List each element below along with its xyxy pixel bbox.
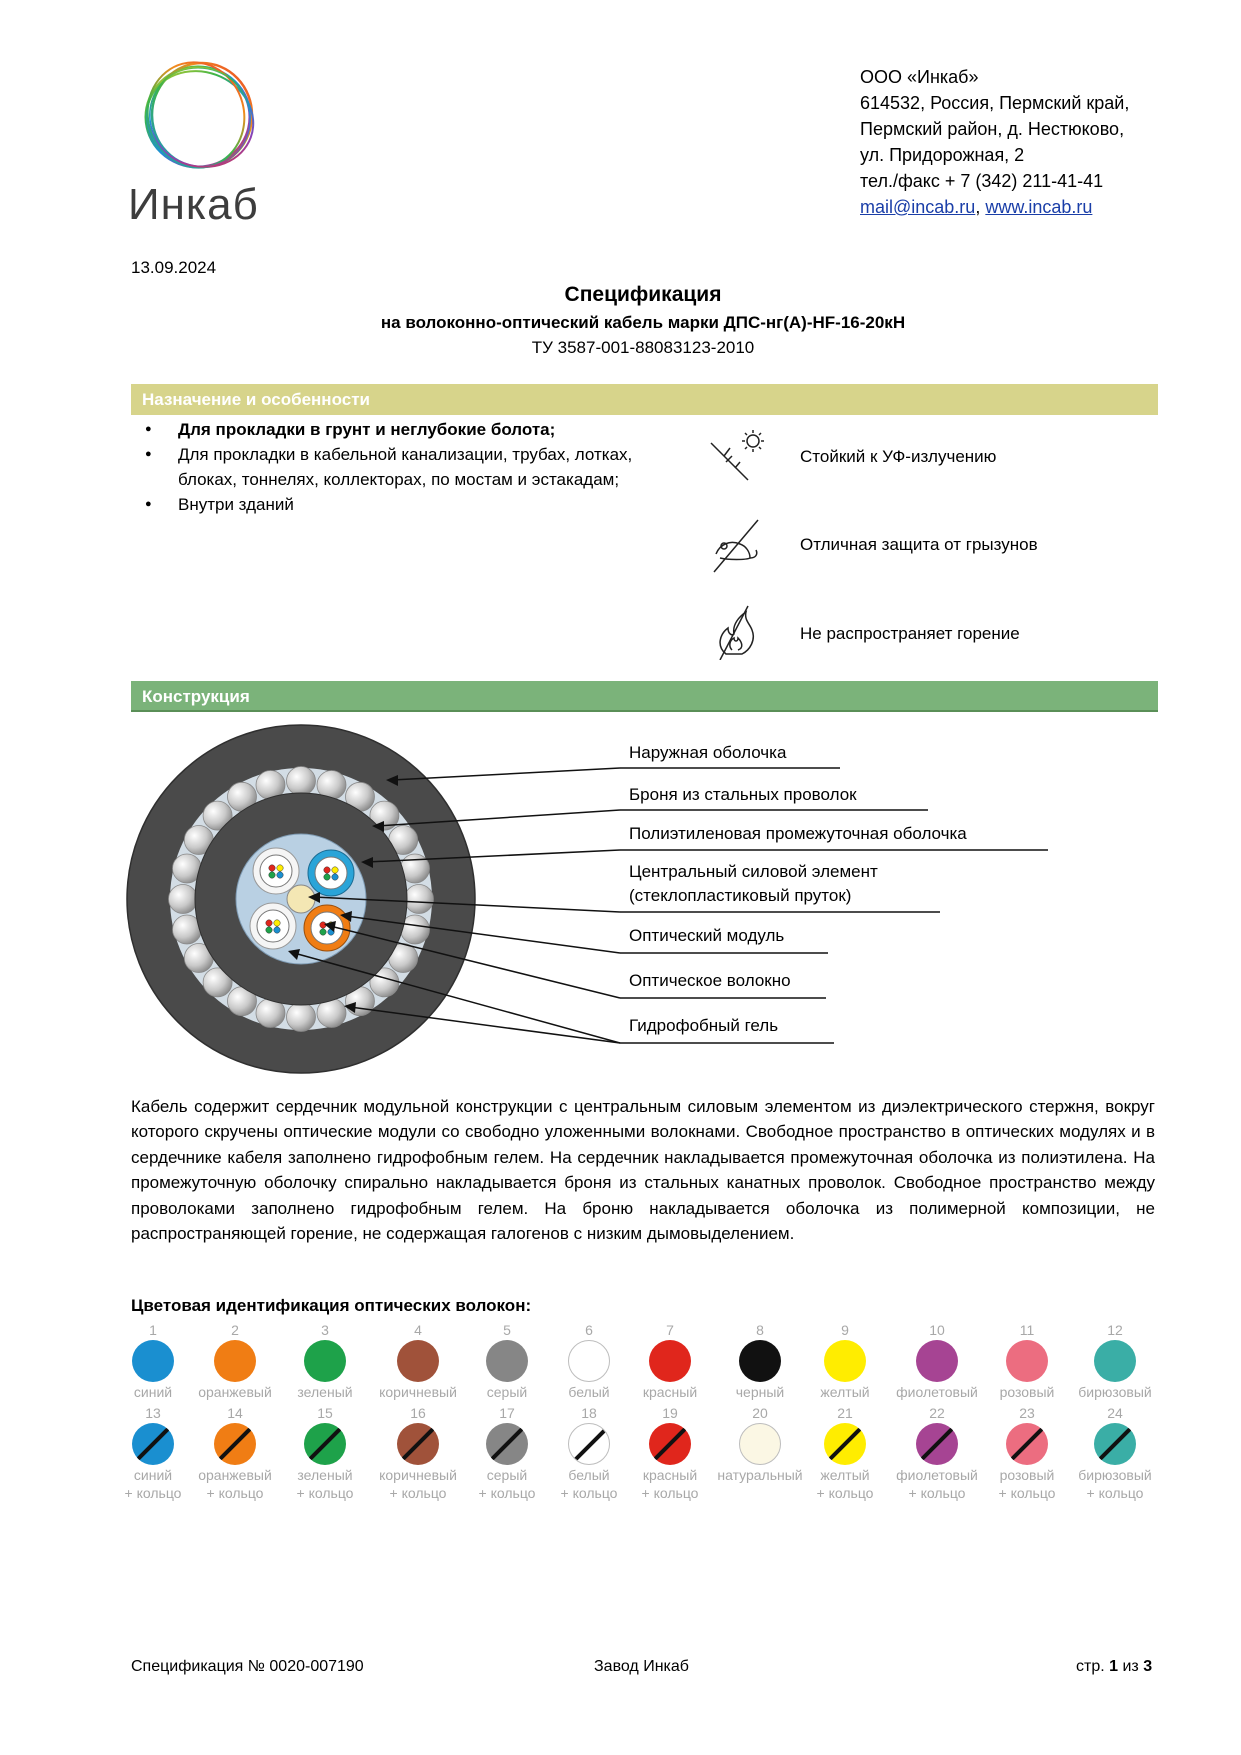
swatch-color (132, 1340, 174, 1382)
swatch-number: 21 (837, 1405, 853, 1421)
fiber-dot (269, 865, 275, 871)
color-swatch (373, 1322, 463, 1401)
fiber-dot (324, 874, 330, 880)
swatch-number: 11 (1019, 1322, 1035, 1338)
swatch-name: синий (133, 1467, 173, 1483)
swatch-name: серый (486, 1467, 528, 1483)
color-swatch (625, 1405, 715, 1502)
swatch-color (739, 1340, 781, 1382)
swatch-name: синий (133, 1384, 173, 1400)
swatch-name: желтый (820, 1384, 870, 1400)
page-separator: из (1122, 1658, 1139, 1675)
swatch-color (916, 1340, 958, 1382)
swatch-color (214, 1340, 256, 1382)
swatch-number: 12 (1107, 1322, 1123, 1338)
swatch-number: 23 (1019, 1405, 1035, 1421)
swatch-number: 7 (666, 1322, 674, 1338)
swatch-color (739, 1423, 781, 1465)
armor-wire (169, 885, 198, 914)
contact-separator: , (975, 197, 981, 217)
label-central-element-note: (стеклопластиковый пруток) (629, 886, 852, 905)
label-outer-sheath: Наружная оболочка (629, 743, 787, 762)
swatch-ring-note: + кольцо (389, 1485, 447, 1501)
swatch-number: 15 (317, 1405, 333, 1421)
label-central-element: Центральный силовой элемент (629, 862, 878, 881)
swatch-ring-note: + кольцо (641, 1485, 699, 1501)
swatch-name: бирюзовый (1078, 1384, 1152, 1400)
swatch-name: серый (486, 1384, 528, 1400)
document-date: 13.09.2024 (131, 258, 217, 277)
list-item: ● Для прокладки в кабельной канализации, трубах, лотках, блоках, тоннелях, коллекторах, по мостам и эстакадам; (145, 442, 665, 492)
swatch-color (132, 1423, 174, 1465)
label-hydrophobic-gel: Гидрофобный гель (629, 1016, 779, 1035)
swatch-color (1094, 1423, 1136, 1465)
company-address-line: 614532, Россия, Пермский край, (860, 93, 1130, 113)
swatch-ring-note: + кольцо (206, 1485, 264, 1501)
swatch-number: 19 (662, 1405, 678, 1421)
armor-wire (405, 885, 434, 914)
color-swatch (982, 1322, 1072, 1401)
footer-factory: Завод Инкаб (594, 1658, 689, 1675)
swatch-number: 1 (149, 1322, 157, 1338)
company-address-line: ул. Придорожная, 2 (860, 145, 1025, 165)
swatch-ring-note: + кольцо (124, 1485, 182, 1501)
fiber-dot (277, 865, 283, 871)
email-link[interactable]: mail@incab.ru (860, 197, 976, 217)
color-swatch (800, 1405, 890, 1502)
swatch-number: 16 (410, 1405, 426, 1421)
swatch-name: фиолетовый (896, 1384, 978, 1400)
swatch-number: 8 (756, 1322, 764, 1338)
swatch-number: 4 (414, 1322, 422, 1338)
swatch-color (568, 1423, 610, 1465)
swatch-color (304, 1340, 346, 1382)
section-header-purpose: Назначение и особенности (131, 384, 1158, 415)
swatch-color (214, 1423, 256, 1465)
swatch-name: натуральный (717, 1467, 803, 1483)
swatch-color (1094, 1340, 1136, 1382)
swatch-name: красный (642, 1467, 698, 1483)
swatch-name: белый (568, 1467, 610, 1483)
swatch-name: зеленый (297, 1384, 353, 1400)
swatch-number: 18 (581, 1405, 597, 1421)
color-swatch (892, 1405, 982, 1502)
color-swatch (190, 1322, 280, 1401)
color-swatch (892, 1322, 982, 1401)
color-swatch (544, 1322, 634, 1401)
color-swatch (1070, 1322, 1160, 1401)
swatch-number: 13 (145, 1405, 161, 1421)
color-swatch (373, 1405, 463, 1502)
fiber-dot (320, 922, 326, 928)
page-total: 3 (1143, 1658, 1153, 1675)
fiber-dot (332, 867, 338, 873)
color-swatch (462, 1405, 552, 1502)
swatch-name: фиолетовый (896, 1467, 978, 1483)
color-swatch (280, 1405, 370, 1502)
armor-wire (287, 1003, 316, 1032)
swatch-color (486, 1423, 528, 1465)
swatch-ring-note: + кольцо (560, 1485, 618, 1501)
construction-description: Кабель содержит сердечник модульной конструкции с центральным силовым элементом из диэлектрического стержня, вокруг которого скручены оптические модули со свободно уложенными волокнами. Свободное пространство в оптических модулях и в сердечнике кабеля заполнено гидрофобным гелем. На сердечник накладывается промежуточная оболочка из полиэтилена. На промежуточную оболочку спирально накладывается броня из стальных канатных проволок. Свободное пространство между проволоками заполнено гидрофобным гелем. На броню накладывается оболочка из полимерной композиции, не распространяющей горение, не содержащая галогенов с низким дымовыделением. (131, 1097, 1155, 1244)
company-phone: тел./факс + 7 (342) 211-41-41 (860, 171, 1104, 191)
footer-spec-number: Спецификация № 0020-007190 (131, 1658, 364, 1675)
color-swatch (715, 1322, 805, 1401)
swatch-color (486, 1340, 528, 1382)
fiber-dot (274, 920, 280, 926)
fiber-dot (320, 929, 326, 935)
document-title: Спецификация (564, 283, 722, 306)
swatch-number: 20 (752, 1405, 768, 1421)
swatch-number: 3 (321, 1322, 329, 1338)
swatch-number: 2 (231, 1322, 239, 1338)
list-item: ● Внутри зданий (145, 492, 665, 517)
fiber-dot (324, 867, 330, 873)
swatch-number: 6 (585, 1322, 593, 1338)
swatch-color (1006, 1423, 1048, 1465)
swatch-number: 9 (841, 1322, 849, 1338)
website-link[interactable]: www.incab.ru (985, 197, 1093, 217)
swatch-ring-note: + кольцо (296, 1485, 354, 1501)
armor-wire (287, 767, 316, 796)
swatch-color (397, 1423, 439, 1465)
swatch-number: 14 (227, 1405, 243, 1421)
swatch-color (397, 1340, 439, 1382)
section-header-construction: Конструкция (131, 681, 1158, 712)
page-prefix: стр. (1076, 1658, 1105, 1675)
color-swatch (108, 1405, 198, 1502)
label-optical-module: Оптический модуль (629, 926, 785, 945)
list-item: ● Для прокладки в грунт и неглубокие болота; (145, 417, 665, 442)
swatch-name: коричневый (379, 1467, 457, 1483)
color-swatch (800, 1322, 890, 1401)
company-address-line: Пермский район, д. Нестюково, (860, 119, 1125, 139)
swatch-number: 5 (503, 1322, 511, 1338)
label-pe-sheath: Полиэтиленовая промежуточная оболочка (629, 824, 967, 843)
swatch-name: красный (642, 1384, 698, 1400)
swatch-number: 10 (929, 1322, 945, 1338)
footer-page (1076, 1658, 1152, 1676)
color-swatch (625, 1322, 715, 1401)
swatch-color (1006, 1340, 1048, 1382)
swatch-name: розовый (999, 1467, 1055, 1483)
fiber-dot (269, 872, 275, 878)
page-current: 1 (1109, 1658, 1119, 1675)
label-optical-fiber: Оптическое волокно (629, 971, 791, 990)
label-steel-armor: Броня из стальных проволок (629, 785, 857, 804)
color-swatch (280, 1322, 370, 1401)
swatch-ring-note: + кольцо (1086, 1485, 1144, 1501)
color-swatch (190, 1405, 280, 1502)
color-swatch (1070, 1405, 1160, 1502)
swatch-color (649, 1340, 691, 1382)
swatch-color (916, 1423, 958, 1465)
swatch-ring-note: + кольцо (816, 1485, 874, 1501)
color-swatch (544, 1405, 634, 1502)
swatch-color (304, 1423, 346, 1465)
fiber-dot (274, 927, 280, 933)
swatch-name: бирюзовый (1078, 1467, 1152, 1483)
color-swatch (108, 1322, 198, 1401)
color-swatch (715, 1405, 805, 1484)
swatch-name: коричневый (379, 1384, 457, 1400)
document-tu: ТУ 3587-001-88083123-2010 (531, 338, 755, 357)
feature-rodent-text: Отличная защита от грызунов (800, 535, 1038, 554)
fiber-dot (277, 872, 283, 878)
feature-flame-text: Не распространяет горение (800, 624, 1020, 643)
swatch-name: белый (568, 1384, 610, 1400)
swatch-name: зеленый (297, 1467, 353, 1483)
swatch-color (568, 1340, 610, 1382)
swatch-color (824, 1340, 866, 1382)
swatch-name: розовый (999, 1384, 1055, 1400)
fiber-dot (332, 874, 338, 880)
swatch-color (824, 1423, 866, 1465)
swatch-number: 17 (499, 1405, 515, 1421)
fiber-dot (266, 920, 272, 926)
swatch-ring-note: + кольцо (908, 1485, 966, 1501)
swatch-number: 22 (929, 1405, 945, 1421)
company-name: ООО «Инкаб» (860, 67, 979, 87)
fiber-dot (266, 927, 272, 933)
document-subtitle: на волоконно-оптический кабель марки ДПС-нг(А)-HF-16-20кН (380, 313, 906, 332)
swatch-ring-note: + кольцо (998, 1485, 1056, 1501)
swatch-name: оранжевый (198, 1467, 272, 1483)
swatch-name: желтый (820, 1467, 870, 1483)
swatch-name: оранжевый (198, 1384, 272, 1400)
swatch-ring-note: + кольцо (478, 1485, 536, 1501)
color-id-title: Цветовая идентификация оптических волокон: (131, 1296, 532, 1315)
swatch-number: 24 (1107, 1405, 1123, 1421)
swatch-name: черный (735, 1384, 785, 1400)
swatch-color (649, 1423, 691, 1465)
color-swatch (982, 1405, 1072, 1502)
feature-uv-text: Стойкий к УФ-излучению (800, 447, 997, 466)
color-swatch (462, 1322, 552, 1401)
logo-text: Инкаб (128, 180, 259, 229)
